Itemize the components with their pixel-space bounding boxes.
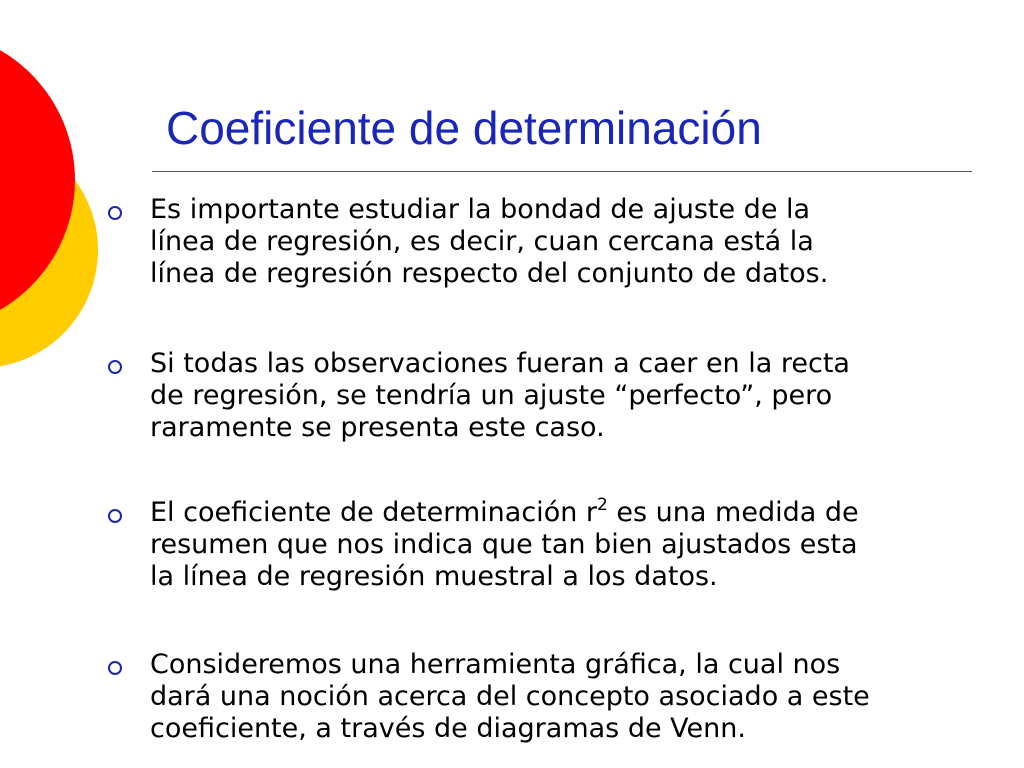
bullet-text xyxy=(150,348,985,444)
bullet-line-part: El coeficiente de determinación r xyxy=(150,497,598,528)
hollow-circle-bullet-icon xyxy=(108,360,122,374)
title-underline xyxy=(152,171,972,172)
bullet-line: coeficiente, a través de diagramas de Venn. xyxy=(150,713,746,744)
bullet-line: Es importante estudiar la bondad de ajuste de la xyxy=(150,194,811,225)
bullet-text xyxy=(150,649,985,745)
bullet-line: dará una noción acerca del concepto asociado a este xyxy=(150,681,870,712)
bullet-line: línea de regresión, es decir, cuan cercana está la xyxy=(150,226,814,257)
bullet-line: Si todas las observaciones fueran a caer en la recta xyxy=(150,348,850,379)
decorative-circles xyxy=(0,0,110,420)
hollow-circle-bullet-icon xyxy=(108,661,122,675)
bullet-line: Consideremos una herramienta gráfica, la cual nos xyxy=(150,649,841,680)
bullet-line xyxy=(150,497,985,529)
bullet-line: de regresión, se tendría un ajuste “perfecto”, pero xyxy=(150,380,833,411)
hollow-circle-bullet-icon xyxy=(108,509,122,523)
superscript-2: 2 xyxy=(597,495,608,515)
bullet-line: raramente se presenta este caso. xyxy=(150,412,605,443)
bullet-line: la línea de regresión muestral a los datos. xyxy=(150,561,718,592)
bullet-line-part: es una medida de xyxy=(607,497,859,528)
bullet-line: línea de regresión respecto del conjunto de datos. xyxy=(150,258,829,289)
slide-title: Coeficiente de determinación xyxy=(166,102,762,154)
bullet-text xyxy=(150,497,985,593)
bullet-line: resumen que nos indica que tan bien ajustados esta xyxy=(150,529,858,560)
bullet-text xyxy=(150,194,985,290)
hollow-circle-bullet-icon xyxy=(108,206,122,220)
